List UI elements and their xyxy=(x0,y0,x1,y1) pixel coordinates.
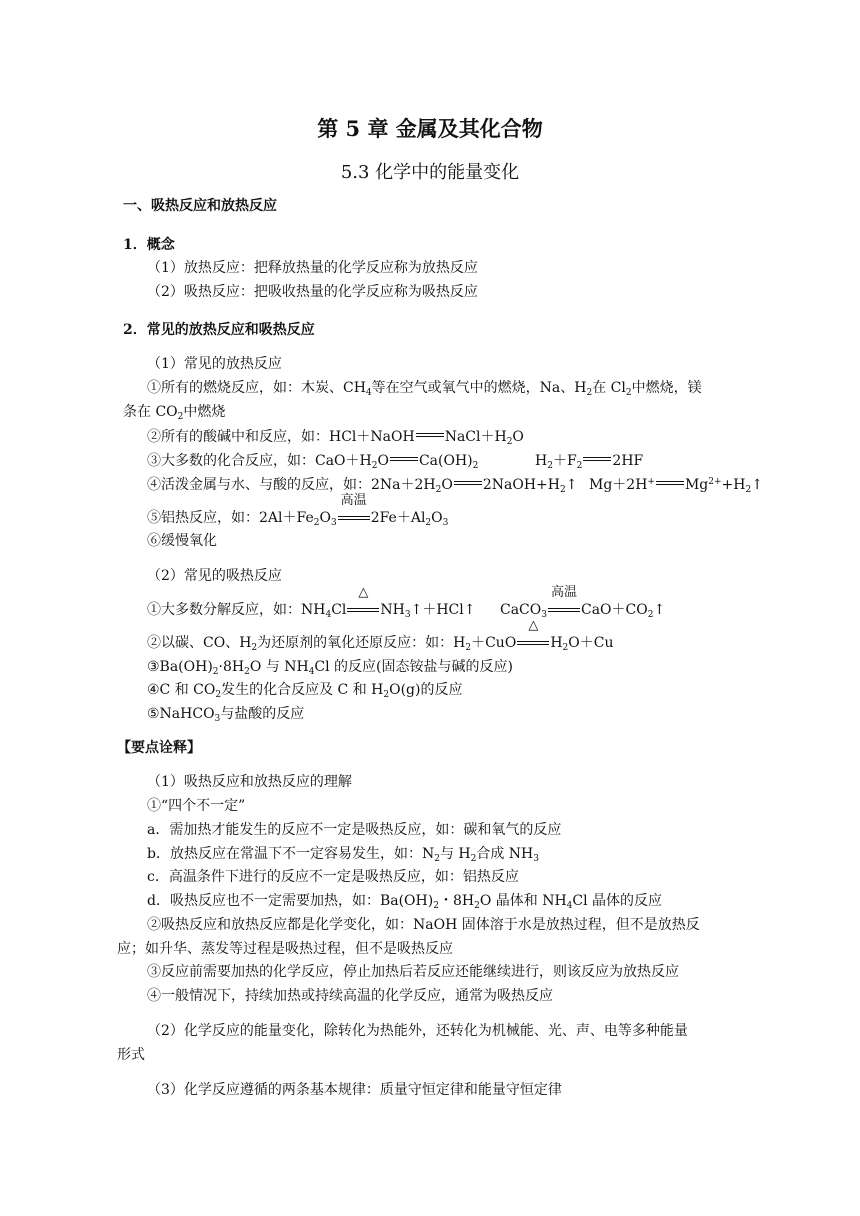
concept-exothermic: （1）放热反应：把释放热量的化学反应称为放热反应 xyxy=(147,260,478,276)
exo-item-4-example: Mg＋2H+ $Mg^{2+}+H_2↑$ xyxy=(589,477,763,495)
endo-item-5: ⑤NaHCO$_3$与盐酸的反应 xyxy=(147,706,305,724)
endo-item-3: $③Ba(OH)_2\cdot 8H_2O$ 与 $NH_4Cl$ 的反应(固态铵盐与碱的反应) xyxy=(147,659,513,677)
endo-item-1: ①大多数分解反应，如：$NH_4Cl$ △ $NH_3↑+HCl↑$ xyxy=(147,585,476,620)
exo-item-3: ③大多数的化合反应，如：$CaO+H_2O$ $Ca(OH)_2$ xyxy=(147,453,479,471)
exo-item-4: ④活泼金属与水、与酸的反应，如：$2Na+2H_2O$ $2NaOH+H_2↑$ xyxy=(147,477,578,495)
heading-concept: 1．概念 xyxy=(123,237,175,253)
exo-item-1: ①所有的燃烧反应，如：木炭、$CH_4$等在空气或氧气中的燃烧，Na、$H_2$在 $Cl_2$中燃烧，镁 xyxy=(147,380,702,398)
key-points-heading: 【要点诠释】 xyxy=(117,740,201,756)
endo-item-1-example: CaCO$_3$ 高温 $CaO+CO_2↑$ xyxy=(500,585,666,620)
exo-item-5: ⑤铝热反应，如：$2Al+Fe_2O_3$ 高温 $2Fe+Al_2O_3$ xyxy=(147,493,449,528)
key-3: ③反应前需要加热的化学反应，停止加热后若反应还能继续进行，则该反应为放热反应 xyxy=(147,964,679,980)
exo-item-2: ②所有的酸碱中和反应，如：HCl＋NaOH $NaCl+H_2O$ xyxy=(147,429,524,447)
key-b: b．放热反应在常温下不一定容易发生，如：$N_2$与 $H_2$合成 $NH_3$ xyxy=(147,846,540,864)
key-2-cont: 应；如升华、蒸发等过程是吸热过程，但不是吸热反应 xyxy=(117,941,453,957)
heading-1: 一、吸热反应和放热反应 xyxy=(123,198,277,214)
concept-endothermic: （2）吸热反应：把吸收热量的化学反应称为吸热反应 xyxy=(147,284,478,300)
endo-heading: （2）常见的吸热反应 xyxy=(147,568,282,584)
exo-item-6: ⑥缓慢氧化 xyxy=(147,533,217,549)
para-3: （3）化学反应遵循的两条基本规律：质量守恒定律和能量守恒定律 xyxy=(147,1082,562,1098)
key-d: d．吸热反应也不一定需要加热，如：$Ba(OH)_2$・$8H_2O$ 晶体和 $NH_4Cl$ 晶体的反应 xyxy=(147,893,663,911)
para-2-cont: 形式 xyxy=(117,1047,145,1063)
key-a: a．需加热才能发生的反应不一定是吸热反应，如：碳和氧气的反应 xyxy=(147,822,562,838)
exo-heading: （1）常见的放热反应 xyxy=(147,356,282,372)
key-2: ②吸热反应和放热反应都是化学变化，如：NaOH 固体溶于水是放热过程，但不是放热反 xyxy=(147,917,700,933)
heading-common: 2．常见的放热反应和吸热反应 xyxy=(123,322,315,338)
chapter-title: 第 5 章 金属及其化合物 xyxy=(317,116,543,141)
key-1-1: ①“四个不一定” xyxy=(147,798,246,814)
key-1: （1）吸热反应和放热反应的理解 xyxy=(147,774,352,790)
endo-item-2: ②以碳、CO、$H_2$为还原剂的氧化还原反应：如：$H_2+CuO$ △ $H_2O+Cu$ xyxy=(147,618,614,653)
section-subtitle: 5.3 化学中的能量变化 xyxy=(340,162,520,183)
exo-item-1-cont: 条在 $CO_2$中燃烧 xyxy=(123,404,226,422)
para-2: （2）化学反应的能量变化，除转化为热能外，还转化为机械能、光、声、电等多种能量 xyxy=(147,1023,688,1039)
endo-item-4: ④C 和 $CO_2$发生的化合反应及 C 和 $H_2O(g)$的反应 xyxy=(147,682,463,700)
key-c: c．高温条件下进行的反应不一定是吸热反应，如：铝热反应 xyxy=(147,869,519,885)
key-4: ④一般情况下，持续加热或持续高温的化学反应，通常为吸热反应 xyxy=(147,988,553,1004)
exo-item-3-example: $H_2+F_2$ 2HF xyxy=(535,453,644,471)
